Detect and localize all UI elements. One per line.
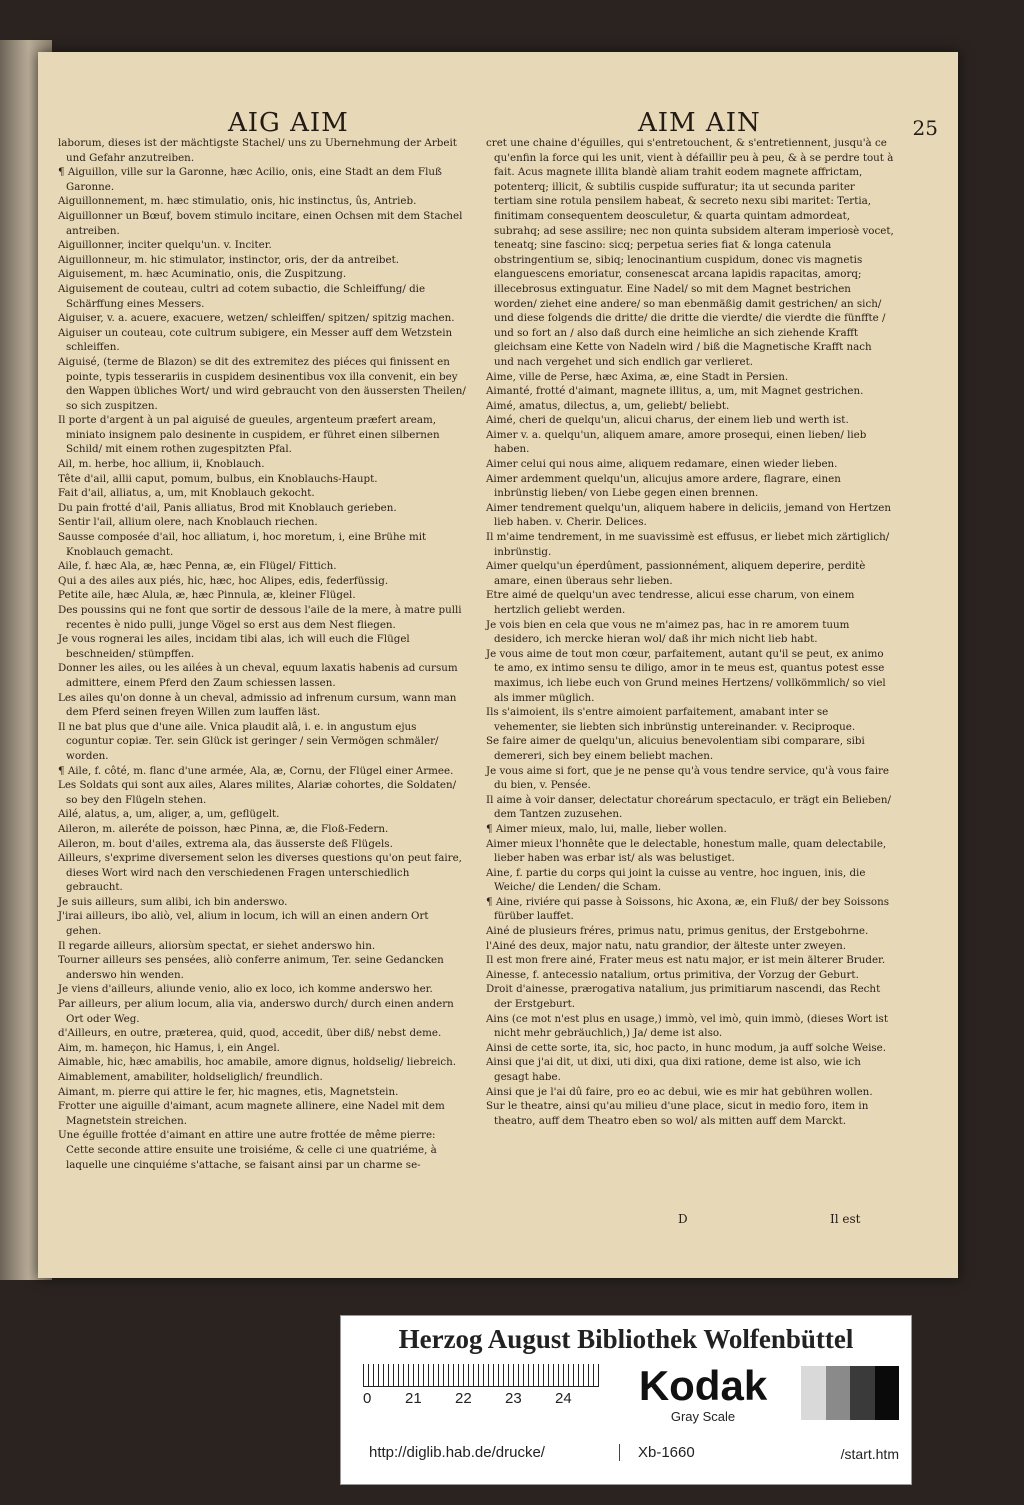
- dictionary-entry: Ils s'aimoient, ils s'entre aimoient parfaitement, amabant inter se vehementer, sie liebten sich inbrünstig untereinander. v. Reciproque.: [486, 706, 856, 733]
- ruler-tick-labels: [363, 1390, 603, 1412]
- dictionary-entry: Tourner ailleurs ses pensées, aliò conferre animum, Ter. seine Gedancken anderswo hin wenden.: [58, 954, 444, 981]
- gray-swatch: [875, 1366, 900, 1420]
- dictionary-entry: Aiguisement de couteau, cultri ad cotem subactio, die Schleiffung/ die Schärffung eines Messers.: [58, 282, 426, 310]
- dictionary-entry: Aileron, m. aileréte de poisson, hæc Pinna, æ, die Floß-Federn.: [58, 822, 389, 835]
- dictionary-entry: Aiguillonnement, m. hæc stimulatio, onis, hic instinctus, ûs, Antrieb.: [58, 195, 417, 208]
- dictionary-entry: ¶ Aimer mieux, malo, lui, malle, lieber wollen.: [486, 822, 727, 835]
- ruler-tick-label: 21: [405, 1390, 422, 1407]
- dictionary-entry: Les Soldats qui sont aux ailes, Alares milites, Alariæ cohortes, die Soldaten/ so bey den Flügeln stehen.: [58, 779, 457, 806]
- book-page: [38, 52, 958, 1278]
- catchword: Il est: [830, 1212, 861, 1226]
- gray-swatch: [801, 1366, 826, 1420]
- start-link-text: /start.htm: [840, 1446, 899, 1462]
- dictionary-entry: Ainsi que j'ai dit, ut dixi, uti dixi, qua dixi ratione, deme ist also, wie ich gesagt habe.: [486, 1056, 861, 1083]
- dictionary-entry: Ainsi de cette sorte, ita, sic, hoc pacto, in hunc modum, ja auff solche Weise.: [486, 1041, 887, 1054]
- dictionary-entry: Aiguisement, m. hæc Acuminatio, onis, die Zuspitzung.: [58, 268, 347, 281]
- ruler-tick-label: 0: [363, 1390, 372, 1407]
- dictionary-entry: Je vois bien en cela que vous ne m'aimez pas, hac in re amorem tuum desidero, ich mercke hieran wol/ daß ihr mich nicht lieb habt.: [486, 618, 850, 646]
- dictionary-entry: Des poussins qui ne font que sortir de dessous l'aile de la mere, à matre pulli recentes è nido pulli, junge Vögel so erst aus dem Nest fliegen.: [58, 604, 462, 631]
- dictionary-entry: l'Ainé des deux, major natu, natu grandior, der älteste unter zweyen.: [486, 939, 847, 952]
- dictionary-entry: Aimer ardemment quelqu'un, alicujus amore ardere, flagrare, einen inbrünstig lieben/ von Liebe gegen einen brennen.: [486, 472, 841, 500]
- right-column: [486, 136, 894, 1128]
- dictionary-entry: Aimer v. a. quelqu'un, aliquem amare, amore prosequi, einen lieben/ lieb haben.: [486, 428, 867, 456]
- dictionary-entry: Ailé, alatus, a, um, aliger, a, um, geflügelt.: [58, 808, 280, 821]
- signature-mark: D: [678, 1212, 688, 1226]
- ruler-tick-label: 23: [505, 1390, 522, 1407]
- color-target-card: [340, 1315, 912, 1485]
- dictionary-entry: Je vous aime si fort, que je ne pense qu'à vous tendre service, qu'à vous faire du bien, v. Pensée.: [486, 764, 890, 792]
- dictionary-entry: Il est mon frere ainé, Frater meus est natu major, er ist mein älterer Bruder.: [486, 954, 886, 967]
- dictionary-entry: Une éguille frottée d'aimant en attire une autre frottée de même pierre: Cette seconde attire ensuite une troisiéme, & celle ci une quatriéme, à laquelle une cinquiéme s'attache, se faisant ainsi par un charme se-: [58, 1129, 437, 1171]
- left-column: [58, 136, 466, 1172]
- ruler-tick-label: 24: [555, 1390, 572, 1407]
- dictionary-entry: Frotter une aiguille d'aimant, acum magnete allinere, eine Nadel mit dem Magnetstein streichen.: [58, 1100, 445, 1127]
- dictionary-entry: cret une chaine d'éguilles, qui s'entretouchent, & s'entretiennent, jusqu'à ce qu'enfin la force qui les unit, vient à défaillir peu à peu, & à se perdre tout à fait. Acus magnete illita blandè aliam trahit eodem magnete affrictam, potenterq; illicit, & subtilis cuspide suffuratur; ita ut secunda pariter tertiam sine rotula pensilem habeat, & secreto nexu sibi maritet: Tertia, finitimam consequentem deosculetur, & quarta quintam admordeat, subrahq; ad sese assilire; nec non quinta subsidem alteram imperiosè vocet, teneatq; sine fascino: sicq; perpetua series fiat & longa catenula obstringentium se, sibiq; lenocinantium cuspidum, donec vis magnetis elanguescens emoriatur, consenescat arcana lapidis rapacitas, amorq; illecebrosus extinguatur. Eine Nadel/ so mit dem Magnet bestrichen worden/ ziehet eine andere/ so man ebenmäßig damit gestrichen/ an sich/ und diese folgends die dritte/ die dritte die vierdte/ die vierdte die fünffte / und so fort an / also daß durch eine heimliche an sich ziehende Krafft gleichsam eine Kette von Nadeln wird / biß die Magnetische Krafft nach und nach vergehet und sich endlich gar verlieret.: [486, 137, 894, 368]
- dictionary-entry: ¶ Aine, riviére qui passe à Soissons, hic Axona, æ, ein Fluß/ der bey Soissons fürüber lauffet.: [486, 895, 889, 923]
- dictionary-entry: ¶ Aile, f. côté, m. flanc d'une armée, Ala, æ, Cornu, der Flügel einer Armee.: [58, 764, 454, 777]
- dictionary-entry: Aiguiser, v. a. acuere, exacuere, wetzen/ schleiffen/ spitzen/ spitzig machen.: [58, 312, 455, 325]
- dictionary-entry: Petite aile, hæc Alula, æ, hæc Pinnula, æ, kleiner Flügel.: [58, 589, 356, 602]
- running-header-left: AIG AIM: [228, 108, 349, 138]
- dictionary-entry: Aimer mieux l'honnête que le delectable, honestum malle, quam delectabile, lieber haben was erbar ist/ als was belustiget.: [486, 837, 887, 865]
- dictionary-entry: Je vous rognerai les ailes, incidam tibi alas, ich will euch die Flügel beschneiden/ stümpffen.: [58, 633, 410, 660]
- gray-swatch: [826, 1366, 851, 1420]
- dictionary-entry: Etre aimé de quelqu'un avec tendresse, alicui esse charum, von einem hertzlich geliebt werden.: [486, 589, 855, 616]
- source-url: http://diglib.hab.de/drucke/: [369, 1444, 545, 1461]
- dictionary-entry: Aileron, m. bout d'ailes, extrema ala, das äusserste deß Flügels.: [58, 837, 393, 850]
- dictionary-entry: Aine, f. partie du corps qui joint la cuisse au ventre, hoc inguen, inis, die Weiche/ die Lenden/ die Scham.: [486, 866, 866, 894]
- dictionary-entry: d'Ailleurs, en outre, præterea, quid, quod, accedit, über diß/ nebst deme.: [58, 1027, 442, 1040]
- dictionary-entry: Les ailes qu'on donne à un cheval, admissio ad infrenum cursum, wann man dem Pferd seinen freyen Willen zum lauffen läst.: [58, 691, 457, 719]
- dictionary-entry: Il m'aime tendrement, in me suavissimè est effusus, er liebet mich zärtiglich/ inbrünstig.: [486, 531, 890, 558]
- gray-swatch: [850, 1366, 875, 1420]
- dictionary-entry: ¶ Aiguillon, ville sur la Garonne, hæc Acilio, onis, eine Stadt an dem Fluß Garonne.: [58, 166, 442, 193]
- dictionary-entry: Il ne bat plus que d'une aile. Vnica plaudit alâ, i. e. in angustum ejus coguntur copiæ. Ter. sein Glück ist geringer / sein Vermögen schmäler/ worden.: [58, 720, 439, 762]
- dictionary-entry: Aimer celui qui nous aime, aliquem redamare, einen wieder lieben.: [486, 458, 838, 471]
- dictionary-entry: Sausse composée d'ail, hoc alliatum, i, hoc moretum, i, eine Brühe mit Knoblauch gemacht.: [58, 531, 427, 558]
- dictionary-entry: Aimant, m. pierre qui attire le fer, hic magnes, etis, Magnetstein.: [58, 1085, 399, 1098]
- dictionary-entry: Il porte d'argent à un pal aiguisé de gueules, argenteum præfert aream, miniato insignem palo desinente in cuspidem, er führet einen silbernen Schild/ mit einem rothen zugespitzten Pfal.: [58, 414, 440, 456]
- dictionary-entry: Tête d'ail, allii caput, pomum, bulbus, ein Knoblauchs-Haupt.: [58, 472, 378, 485]
- dictionary-entry: Il aime à voir danser, delectatur choreárum spectaculo, er trägt ein Belieben/ dem Tantzen zuzusehen.: [486, 793, 891, 821]
- library-name: Herzog August Bibliothek Wolfenbüttel: [398, 1324, 854, 1354]
- shelfmark: Xb-1660: [619, 1444, 695, 1461]
- dictionary-entry: laborum, dieses ist der mächtigste Stachel/ uns zu Ubernehmung der Arbeit und Gefahr anzutreiben.: [58, 137, 457, 164]
- kodak-logo: Kodak: [638, 1362, 768, 1409]
- dictionary-entry: Aiguiser un couteau, cote cultrum subigere, ein Messer auff dem Wetzstein schleiffen.: [58, 326, 453, 354]
- dictionary-entry: Aimer quelqu'un éperdûment, passionnément, aliquem deperire, perditè amare, einen überaus sehr lieben.: [486, 560, 866, 587]
- dictionary-entry: Aiguillonneur, m. hic stimulator, instinctor, oris, der da antreibet.: [58, 253, 400, 266]
- dictionary-entry: Aiguillonner, inciter quelqu'un. v. Inciter.: [58, 239, 272, 252]
- dictionary-entry: Aimable, hic, hæc amabilis, hoc amabile, amore dignus, holdselig/ liebreich.: [58, 1056, 457, 1069]
- dictionary-entry: Aimanté, frotté d'aimant, magnete illitus, a, um, mit Magnet gestrichen.: [486, 385, 864, 398]
- dictionary-entry: Ains (ce mot n'est plus en usage,) immò, vel imò, quin immò, (dieses Wort ist nicht mehr gebräuchlich,) Ja/ deme ist also.: [486, 1012, 888, 1040]
- dictionary-entry: Aimé, amatus, dilectus, a, um, geliebt/ beliebt.: [486, 399, 730, 412]
- dictionary-entry: Aimé, cheri de quelqu'un, alicui charus, der einem lieb und werth ist.: [486, 414, 849, 427]
- dictionary-entry: Aimablement, amabiliter, holdseliglich/ freundlich.: [58, 1071, 323, 1083]
- dictionary-entry: Aimer tendrement quelqu'un, aliquem habere in deliciis, jemand von Hertzen lieb haben. v. Cherir. Delices.: [486, 501, 891, 529]
- dictionary-entry: Ainsi que je l'ai dû faire, pro eo ac debui, wie es mir hat gebühren wollen.: [486, 1085, 873, 1098]
- gray-scale-label: Gray Scale: [670, 1409, 736, 1424]
- dictionary-entry: Ainesse, f. antecessio natalium, ortus primitiva, der Vorzug der Geburt.: [486, 968, 859, 981]
- dictionary-entry: Je suis ailleurs, sum alibi, ich bin anderswo.: [58, 895, 288, 908]
- dictionary-entry: Ailleurs, s'exprime diversement selon les diverses questions qu'on peut faire, dieses Wort wird nach den verschiedenen Fragen unterschiedlich gebraucht.: [58, 852, 462, 894]
- dictionary-entry: Aim, m. hameçon, hic Hamus, i, ein Angel.: [58, 1041, 280, 1054]
- dictionary-entry: Ainé de plusieurs fréres, primus natu, primus genitus, der Erstgebohrne.: [486, 925, 869, 938]
- dictionary-entry: Qui a des ailes aux piés, hic, hæc, hoc Alipes, edis, federfüssig.: [58, 574, 389, 587]
- running-header-right: AIM AIN: [638, 108, 761, 138]
- dictionary-entry: Aime, ville de Perse, hæc Axima, æ, eine Stadt in Persien.: [486, 370, 789, 383]
- dictionary-entry: Sur le theatre, ainsi qu'au milieu d'une place, sicut in medio foro, item in theatro, auff dem Theatro eben so wol/ als mitten auff dem Marckt.: [486, 1100, 869, 1127]
- dictionary-entry: Je vous aime de tout mon cœur, parfaitement, autant qu'il se peut, ex animo te amo, ex intimo sensu te diligo, amor in te meus est, quantus potest esse maximus, ich liebe euch von Grund meines Hertzens/ vollkömmlich/ so viel als immer müglich.: [486, 647, 886, 704]
- dictionary-entry: Droit d'ainesse, prærogativa natalium, jus primitiarum nascendi, das Recht der Erstgeburt.: [486, 983, 881, 1011]
- dictionary-entry: Je viens d'ailleurs, aliunde venio, alio ex loco, ich komme anderswo her.: [58, 983, 433, 996]
- dictionary-entry: Sentir l'ail, allium olere, nach Knoblauch riechen.: [58, 516, 318, 529]
- ruler-tick-label: 22: [455, 1390, 472, 1407]
- dictionary-entry: Donner les ailes, ou les ailées à un cheval, equum laxatis habenis ad cursum admittere, einem Pferd den Zaum schiessen lassen.: [58, 662, 458, 689]
- dictionary-entry: Fait d'ail, alliatus, a, um, mit Knoblauch gekocht.: [58, 487, 315, 500]
- dictionary-entry: Aile, f. hæc Ala, æ, hæc Penna, æ, ein Flügel/ Fittich.: [58, 560, 337, 573]
- gray-swatches: [801, 1366, 899, 1420]
- dictionary-entry: Il regarde ailleurs, aliorsùm spectat, er siehet anderswo hin.: [58, 939, 376, 952]
- dictionary-entry: Du pain frotté d'ail, Panis alliatus, Brod mit Knoblauch gerieben.: [58, 501, 397, 514]
- scale-ruler: [363, 1364, 599, 1387]
- dictionary-entry: Aiguillonner un Bœuf, bovem stimulo incitare, einen Ochsen mit dem Stachel antreiben.: [58, 209, 463, 237]
- page-number: 25: [912, 116, 938, 140]
- dictionary-entry: Ail, m. herbe, hoc allium, ii, Knoblauch.: [58, 458, 265, 471]
- dictionary-entry: Par ailleurs, per alium locum, alia via, anderswo durch/ durch einen andern Ort oder Weg.: [58, 998, 454, 1025]
- dictionary-entry: Se faire aimer de quelqu'un, alicuius benevolentiam sibi comparare, sibi demereri, sich bey einem beliebt machen.: [486, 735, 865, 762]
- dictionary-entry: J'irai ailleurs, ibo aliò, vel, alium in locum, ich will an einen andern Ort gehen.: [58, 910, 429, 938]
- dictionary-entry: Aiguisé, (terme de Blazon) se dit des extremitez des piéces qui finissent en pointe, typis tesserariis in cuspidem desinentibus vox illa convenit, ein bey den Wappen übliches Wort/ und wird gebraucht von den äussersten Theilen/ so sich zuspitzen.: [58, 355, 466, 412]
